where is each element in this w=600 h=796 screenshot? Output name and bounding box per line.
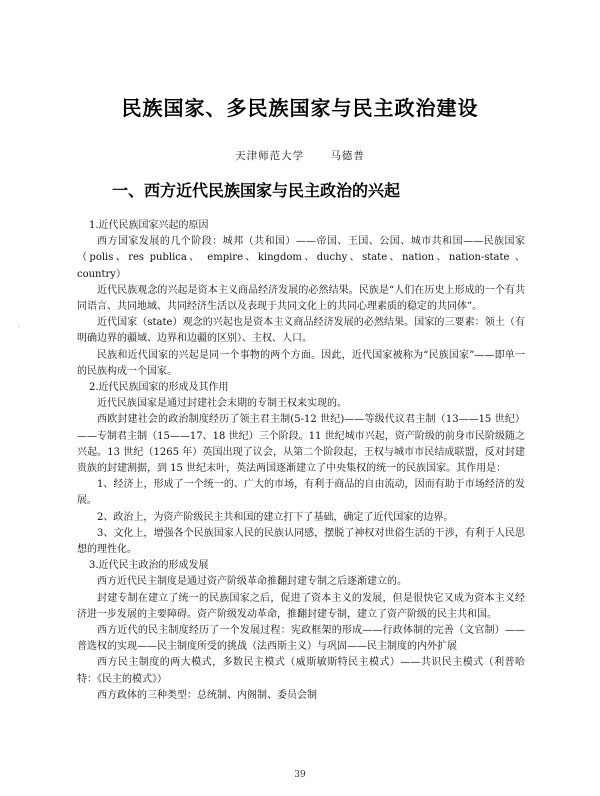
- paragraph: 西方政体的三种类型：总统制、内阁制、委员会制: [97, 689, 317, 701]
- subsection-heading: 3.近代民主政治的形成发展: [89, 560, 209, 572]
- author-line: [0, 148, 600, 163]
- paragraph: 西欧封建社会的政治制度经历了领主君主制(5-12 世纪)——等级代议君主制（13——15 世纪）——专制君主制（15——17、18 世纪）三个阶段。11 世纪城市兴起，资产阶级的前身市民阶级随之兴起。13 世纪（1265 年）英国出现了议会，从第二个阶段起，王权与城市市民结成联盟，反对封建贵族的封建割据，到 15 世纪末叶，英法两国逐渐建立了中央集权的统一的民族国家。其作用是：: [77, 414, 525, 475]
- subsection-heading: 1.近代民族国家兴起的原因: [89, 220, 209, 231]
- body-text: [77, 218, 525, 704]
- subsection-heading: 2.近代民族国家的形成及其作用: [89, 382, 229, 394]
- page-title: 民族国家、多民族国家与民主政治建设: [121, 96, 479, 120]
- paragraph: 3、文化上，增强各个民族国家人民的民族认同感，摆脱了神权对世俗生活的干涉，有利于人民思想的理性化。: [77, 527, 525, 556]
- paragraph: 西方近代民主制度是通过资产阶级革命推翻封建专制之后逐渐建立的。: [97, 576, 407, 588]
- paragraph: 封建专制在建立了统一的民族国家之后，促进了资本主义的发展，但是很快它又成为资本主义经济进一步发展的主要障碍。资产阶级发动革命，推翻封建专制，建立了资产阶级的民主共和国。: [77, 592, 525, 620]
- paragraph: 西方国家发展的几个阶段：城邦（共和国）——帝国、王国、公国、城市共和国——民族国家（polis、res publica、 empire、kingdom、duchy、state、nation、nation-state 、country）: [77, 236, 525, 280]
- paragraph: 西方民主制度的两大模式，多数民主模式（威斯敏斯特民主模式）——共识民主模式（利普哈特：《民主的模式》）: [77, 657, 525, 685]
- page-number: 39: [294, 770, 306, 780]
- paragraph: 近代民族观念的兴起是资本主义商品经济发展的必然结果。民族是“人们在历史上形成的一个有共同语言、共同地域、共同经济生活以及表现于共同文化上的共同心理素质的稳定的共同体”。: [77, 284, 525, 313]
- paragraph: 民族和近代国家的兴起是同一个事物的两个方面。因此，近代国家被称为“民族国家”——即单一的民族构成一个国家。: [77, 349, 525, 377]
- paragraph: 2、政治上，为资产阶级民主共和国的建立打下了基础，确定了近代国家的边界。: [97, 511, 454, 523]
- paragraph: 西方近代的民主制度经历了一个发展过程：宪政框架的形成——行政体制的完善（文官制）——普选权的实现——民主制度所受的挑战（法西斯主义）与巩固——民主制度的内外扩展: [77, 625, 525, 653]
- paragraph: 近代民族国家是通过封建社会末期的专制王权来实现的。: [97, 398, 347, 410]
- margin-mark: ·: [18, 322, 21, 331]
- author-affiliation: 天津师范大学: [235, 150, 305, 162]
- paragraph: 近代国家（state）观念的兴起也是资本主义商品经济发展的必然结果。国家的三要素：领土（有明确边界的疆域、边界和边疆的区别）、主权、人口。: [77, 317, 525, 345]
- author-name: 马德普: [330, 150, 365, 162]
- paragraph: 1、经济上，形成了一个统一的、广大的市场，有利于商品的自由流动，因而有助于市场经济的发展。: [77, 479, 525, 507]
- section-heading: 一、西方近代民族国家与民主政治的兴起: [112, 181, 401, 200]
